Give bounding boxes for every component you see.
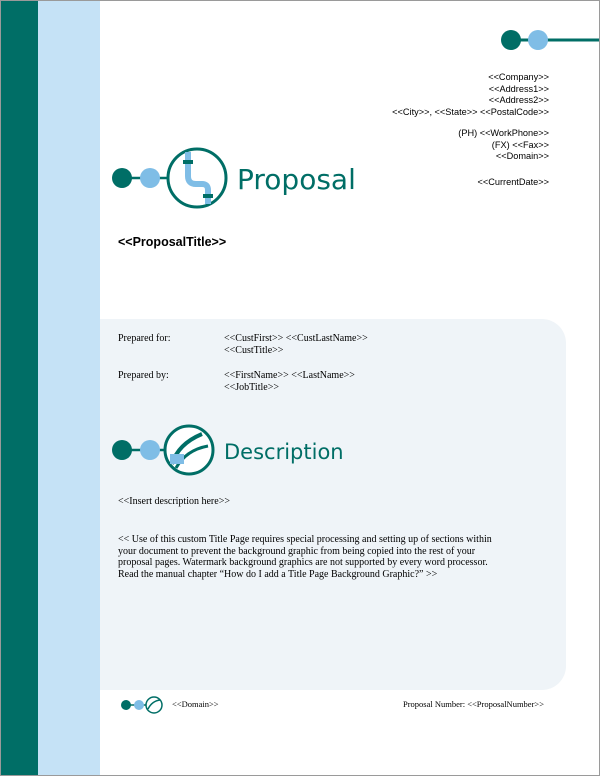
pipe-logo-icon — [110, 146, 230, 210]
address2-field: <<Address2>> — [488, 95, 549, 105]
instruction-line: proposal pages. Watermark background graphics are not supported by every word processor. — [118, 557, 488, 569]
footer-proposal-number: Proposal Number: <<ProposalNumber>> — [403, 699, 544, 709]
footer-logo-icon — [120, 695, 168, 715]
instruction-paragraph — [118, 534, 538, 580]
footer-domain: <<Domain>> — [172, 699, 219, 709]
domain-field: <<Domain>> — [495, 151, 549, 161]
proposal-logo-title: Proposal — [237, 163, 356, 196]
prepared-by-label: Prepared by: — [118, 370, 169, 381]
description-heading: Description — [224, 440, 344, 464]
fax-field: (FX) <<Fax>> — [491, 139, 549, 150]
address1-field: <<Address1>> — [488, 83, 549, 94]
insert-description-text: <<Insert description here>> — [118, 496, 230, 507]
prepared-for-name: <<CustFirst>> <<CustLastName>> — [224, 333, 368, 344]
current-date-field: <<CurrentDate>> — [477, 176, 549, 187]
prepared-for-label: Prepared for: — [118, 333, 171, 344]
instruction-line: Read the manual chapter “How do I add a Title Page Background Graphic?” >> — [118, 568, 438, 580]
prepared-by-name: <<FirstName>> <<LastName>> — [224, 370, 355, 381]
phone-field: (PH) <<WorkPhone>> — [458, 128, 549, 138]
instruction-line: << Use of this custom Title Page requires special processing and setting up of sections within — [118, 534, 492, 545]
proposal-title: <<ProposalTitle>> — [118, 235, 227, 249]
prepared-for-title: <<CustTitle>> — [224, 345, 284, 356]
sidebar-dark-band — [1, 1, 38, 775]
circles-line-icon — [500, 28, 599, 52]
wrench-logo-icon — [110, 424, 218, 476]
company-field: <<Company>> — [488, 72, 549, 82]
city-state-zip-field: <<City>>, <<State>> <<PostalCode>> — [392, 106, 549, 117]
sidebar-light-band — [38, 1, 100, 775]
instruction-line: your document to prevent the background graphic from being copied into the rest of your — [118, 545, 476, 557]
prepared-by-title: <<JobTitle>> — [224, 382, 279, 393]
